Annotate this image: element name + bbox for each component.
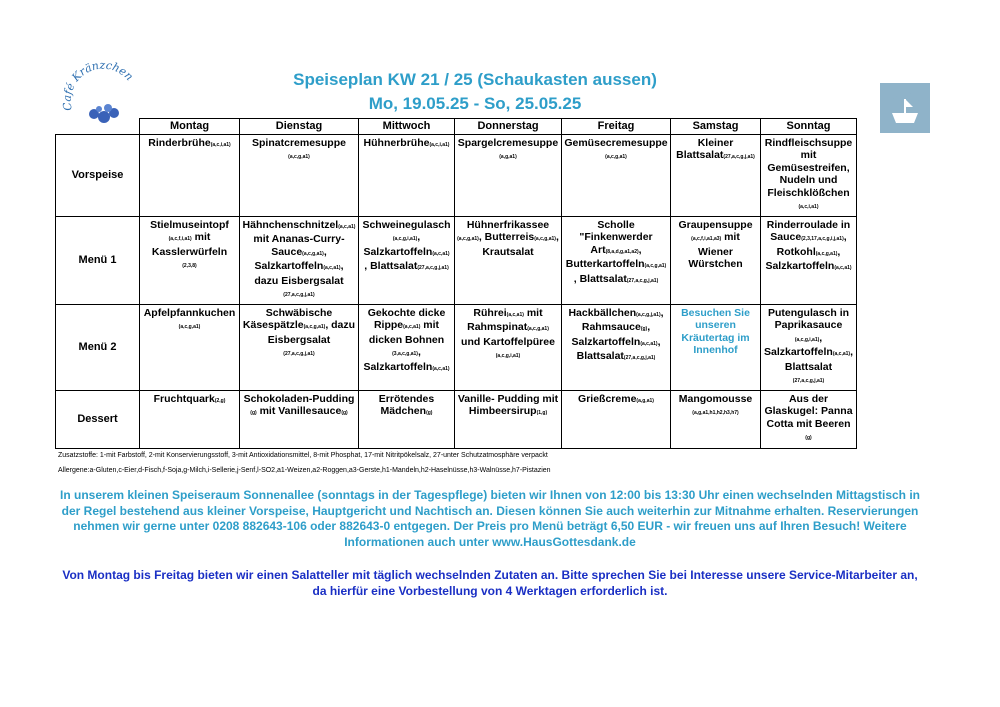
dish-cell: Hackbällchen(a,c,g,j,a1), Rahmsauce(g), Salzkartoffeln(a,c,a1), Blattsalat(27,a,c,g,j,a1) [562,304,671,390]
dish-cell: Schweinegulasch (a,c,g,i,a1), Salzkartoffeln(a,c,a1) , Blattsalat(27,a,c,g,j,a1) [359,216,455,304]
dish-cell: Grießcreme(a,g,a1) [562,390,671,448]
dish-cell: Hühnerbrühe(a,c,i,a1) [359,134,455,216]
day-header-samstag: Samstag [671,119,761,135]
dish-cell: Rindfleischsuppe mit Gemüsestreifen, Nudeln und Fleischklößchen (a,c,i,a1) [761,134,857,216]
salad-paragraph: Von Montag bis Freitag bieten wir einen Salatteller mit täglich wechselnden Zutaten an. Bitte sprechen Sie bei Interesse unsere Service-Mitarbeiter an, da hierfür eine Vorbestellung von 4 Werktagen erforderlich ist. [62,568,918,598]
dish-cell: Rinderroulade in Sauce(2,3,17,a,c,g,i,j,a1), Rotkohl(a,c,g,a1), Salzkartoffeln(a,c,a1) [761,216,857,304]
dish-cell: Stielmuseintopf (a,c,f,i,a1) mit Kasslerwürfeln (2,3,8) [140,216,240,304]
day-header-freitag: Freitag [562,119,671,135]
row-label: Menü 2 [56,304,140,390]
svg-text:Café Kränzchen [62,62,136,112]
header-corner [56,119,140,135]
menu-table [55,118,857,449]
dish-cell: Spinatcremesuppe (a,c,g,a1) [240,134,359,216]
day-header-donnerstag: Donnerstag [455,119,562,135]
day-header-sonntag: Sonntag [761,119,857,135]
dish-cell: Schokoladen-Pudding (g) mit Vanillesauce(g) [240,390,359,448]
menu-row [56,304,857,390]
dish-cell: Rinderbrühe(a,c,i,a1) [140,134,240,216]
logo-text: fé Kränzchen [62,62,136,96]
dish-cell: Rührei(a,c,a1) mit Rahmspinat(a,c,g,a1) und Kartoffelpüree (a,c,g,i,a1) [455,304,562,390]
row-label: Vorspeise [56,134,140,216]
day-header-row [56,119,857,135]
info-paragraph: In unserem kleinen Speiseraum Sonnenallee (sonntags in der Tagespflege) bieten wir Ihnen von 12:00 bis 13:30 Uhr einen wechselnden Mittagstisch in der Regel bestehend aus kleiner Vorspeise, Hauptgericht und Nachtisch an. Diesen können Sie auch weiterhin zur Mitnahme erhalten. Reservierungen nehmen wir gerne unter 0208 882643-106 oder 882643-0 entgegen. Der Preis pro Menü beträgt 6,50 EUR - wir freuen uns auf Ihren Besuch! Weitere Informationen auch unter www.HausGottesdank.de [60,488,920,549]
dish-cell: Scholle "Finkenwerder Art(8,a,d,g,a1,a2), Butterkartoffeln(a,c,g,a1) , Blattsalat(27,a,c,g,j,a1) [562,216,671,304]
dish-cell: Spargelcremesuppe (a,g,a1) [455,134,562,216]
dish-cell: Kleiner Blattsalat(27,a,c,g,j,a1) [671,134,761,216]
day-header-dienstag: Dienstag [240,119,359,135]
dish-cell: Hühnerfrikassee (a,c,g,a1), Butterreis(a,c,g,a1), Krautsalat [455,216,562,304]
menu-date-range: Mo, 19.05.25 - So, 25.05.25 [368,94,582,113]
dish-cell: Vanille- Pudding mit Himbeersirup(1,g) [455,390,562,448]
dish-cell: Gekochte dicke Rippe(a,c,a1) mit dicken Bohnen (3,a,c,g,a1), Salzkartoffeln(a,c,a1) [359,304,455,390]
day-header-mittwoch: Mittwoch [359,119,455,135]
dish-cell: Mangomousse (a,g,a1,h1,h2,h3,h7) [671,390,761,448]
row-label: Dessert [56,390,140,448]
dish-cell: Gemüsecremesuppe (a,c,g,a1) [562,134,671,216]
house-logo [880,83,930,133]
dish-cell: Aus der Glaskugel: Panna Cotta mit Beeren (g) [761,390,857,448]
dish-cell: Schwäbische Käsespätzle(a,c,g,a1), dazu Eisbergsalat (27,a,c,g,j,a1) [240,304,359,390]
dish-cell: Apfelpfannkuchen (a,c,g,a1) [140,304,240,390]
row-label: Menü 1 [56,216,140,304]
dish-cell: Hähnchenschnitzel(a,c,a1) mit Ananas-Curry-Sauce(a,c,g,a1), Salzkartoffeln(a,c,a1), dazu Eisbergsalat (27,a,c,g,j,a1) [240,216,359,304]
menu-title: Speiseplan KW 21 / 25 (Schaukasten aussen) [293,70,657,89]
menu-row [56,216,857,304]
dish-cell: Putengulasch in Paprikasauce (a,c,g,i,a1), Salzkartoffeln(a,c,a1), Blattsalat (27,a,c,g,j,a1) [761,304,857,390]
day-header-montag: Montag [140,119,240,135]
dish-cell: Graupensuppe (a,c,f,i,a1,a3) mit Wiener Würstchen [671,216,761,304]
dish-cell: Errötendes Mädchen(g) [359,390,455,448]
menu-row [56,134,857,216]
dish-cell: Besuchen Sie unseren Kräutertag im Innenhof [671,304,761,390]
additives-legend: Zusatzstoffe: 1-mit Farbstoff, 2-mit Konservierungsstoff, 3-mit Antioxidationsmittel, 8-mit Phosphat, 17-mit Nitritpökelsalz, 27-unter Schutzatmosphäre verpackt [58,452,548,459]
dish-cell: Fruchtquark(2,g) [140,390,240,448]
allergens-legend: Allergene:a-Gluten,c-Eier,d-Fisch,f-Soja,g-Milch,i-Sellerie,j-Senf,l-SO2,a1-Weizen,a2-Roggen,a3-Gerste,h1-Mandeln,h2-Haselnüsse,h3-Walnüsse,h7-Pistazien [58,467,551,474]
menu-row [56,390,857,448]
